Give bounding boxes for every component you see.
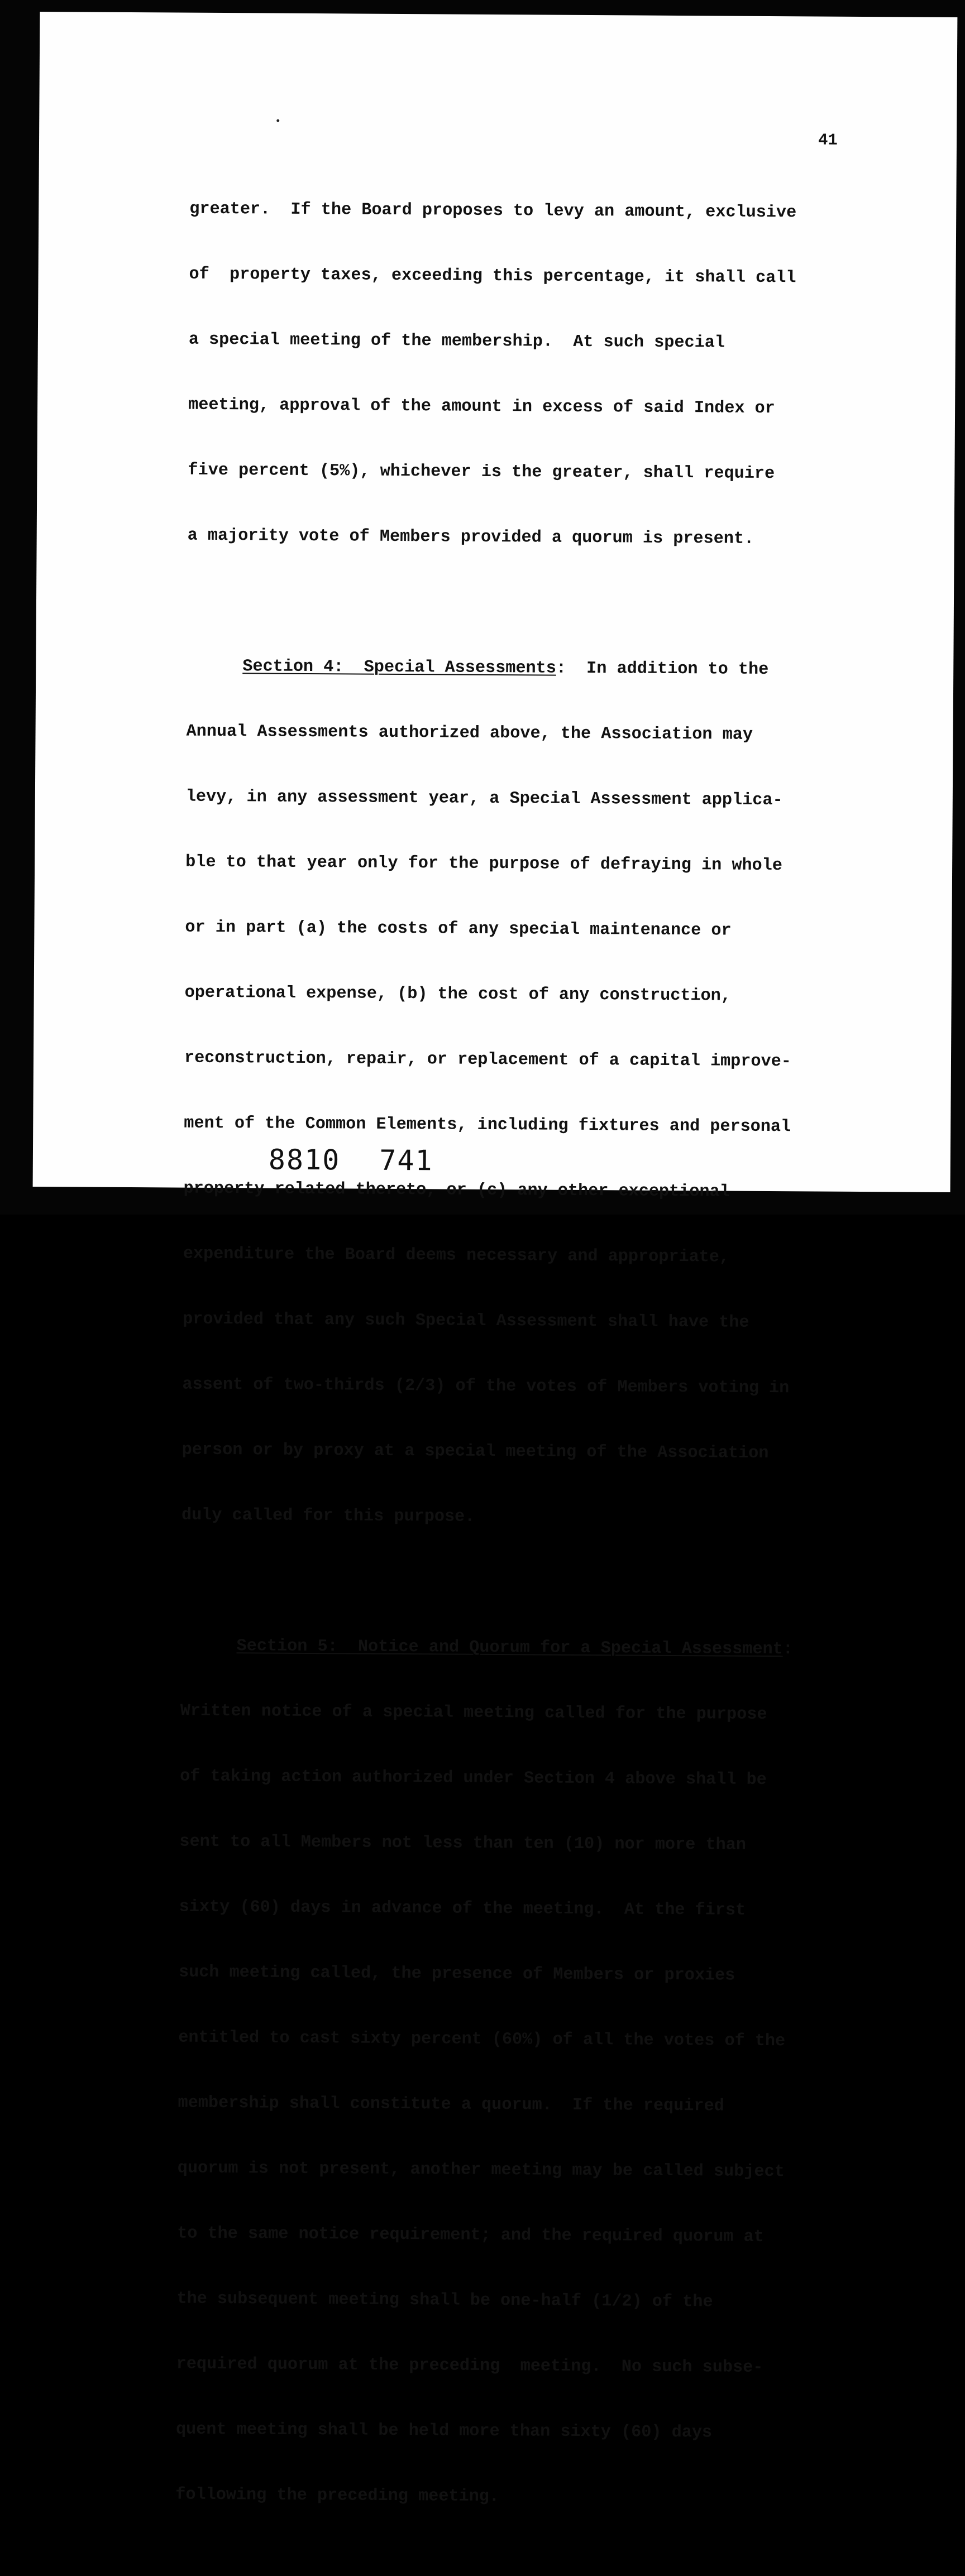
text-line: entitled to cast sixty percent (60%) of all the votes of the xyxy=(178,2028,786,2051)
paragraph-budget-continuation xyxy=(187,155,877,594)
section-4-heading-suffix: : In addition to the xyxy=(556,659,769,679)
text-line: levy, in any assessment year, a Special Assessment applica- xyxy=(185,787,783,810)
section-4-heading-line xyxy=(187,656,873,682)
text-line: greater. If the Board proposes to levy an amount, exclusive xyxy=(189,199,797,223)
text-line: provided that any such Special Assessment shall have the xyxy=(183,1309,749,1332)
text-line: a special meeting of the membership. At such special xyxy=(188,330,725,353)
document-body xyxy=(175,155,876,2575)
text-line: Written notice of a special meeting called for the purpose xyxy=(180,1701,767,1725)
speck-mark xyxy=(276,119,279,122)
text-line: person or by proxy at a special meeting of the Association xyxy=(181,1440,769,1464)
section-5-heading-suffix: : xyxy=(782,1640,794,1659)
paragraph-section-5 xyxy=(175,1592,868,2554)
text-line: following the preceding meeting. xyxy=(175,2485,500,2507)
document-page xyxy=(33,12,958,2507)
stamp-page-number: 741 xyxy=(379,1144,433,1177)
text-line: to the same notice requirement; and the required quorum at xyxy=(177,2224,764,2247)
text-line: property related thereto, or (c) any other exceptional xyxy=(183,1179,730,1202)
text-line: or in part (a) the costs of any special maintenance or xyxy=(185,918,732,941)
section-5-heading-line xyxy=(180,1635,867,1662)
text-line: expenditure the Board deems necessary and appropriate, xyxy=(183,1244,730,1267)
text-line: of taking action authorized under Section 4 above shall be xyxy=(180,1767,767,1790)
section-4-heading: Section 4: Special Assessments xyxy=(242,657,556,678)
text-line: a majority vote of Members provided a quorum is present. xyxy=(187,526,754,549)
text-line: Annual Assessments authorized above, the Association may xyxy=(186,722,753,745)
text-line: of property taxes, exceeding this percentage, it shall call xyxy=(189,265,796,288)
text-line: quorum is not present, another meeting may be called subject xyxy=(177,2158,785,2182)
text-line: ble to that year only for the purpose of defraying in whole xyxy=(185,852,783,876)
section-5-heading: Section 5: Notice and Quorum for a Special Assessment xyxy=(236,1637,783,1659)
book-page-stamp xyxy=(269,1144,472,1177)
text-line: membership shall constitute a quorum. If the required xyxy=(178,2093,724,2116)
page-number: 41 xyxy=(818,131,838,150)
paragraph-section-4 xyxy=(181,612,873,1574)
text-line: such meeting called, the presence of Members or proxies xyxy=(178,1963,735,1985)
text-line: duly called for this purpose. xyxy=(181,1505,475,1527)
text-line: reconstruction, repair, or replacement of a capital improve- xyxy=(184,1048,792,1072)
stamp-book-number: 8810 xyxy=(268,1143,341,1177)
text-line: quent meeting shall be held more than sixty (60) days xyxy=(175,2420,713,2443)
text-line: ment of the Common Elements, including fixtures and personal xyxy=(184,1114,791,1137)
text-line: sixty (60) days in advance of the meeting. At the first xyxy=(179,1897,746,1920)
text-line: sent to all Members not less than ten (10) nor more than xyxy=(179,1832,746,1855)
text-line: the subsequent meeting shall be one-half (1/2) of the xyxy=(176,2289,713,2312)
text-line: operational expense, (b) the cost of any construction, xyxy=(184,983,732,1006)
text-line: assent of two-thirds (2/3) of the votes of Members voting in xyxy=(182,1375,790,1398)
text-line: required quorum at the preceding meeting. No such subse- xyxy=(176,2354,763,2377)
text-line: five percent (5%), whichever is the greater, shall require xyxy=(188,460,775,484)
text-line: meeting, approval of the amount in excess of said Index or xyxy=(188,395,775,419)
